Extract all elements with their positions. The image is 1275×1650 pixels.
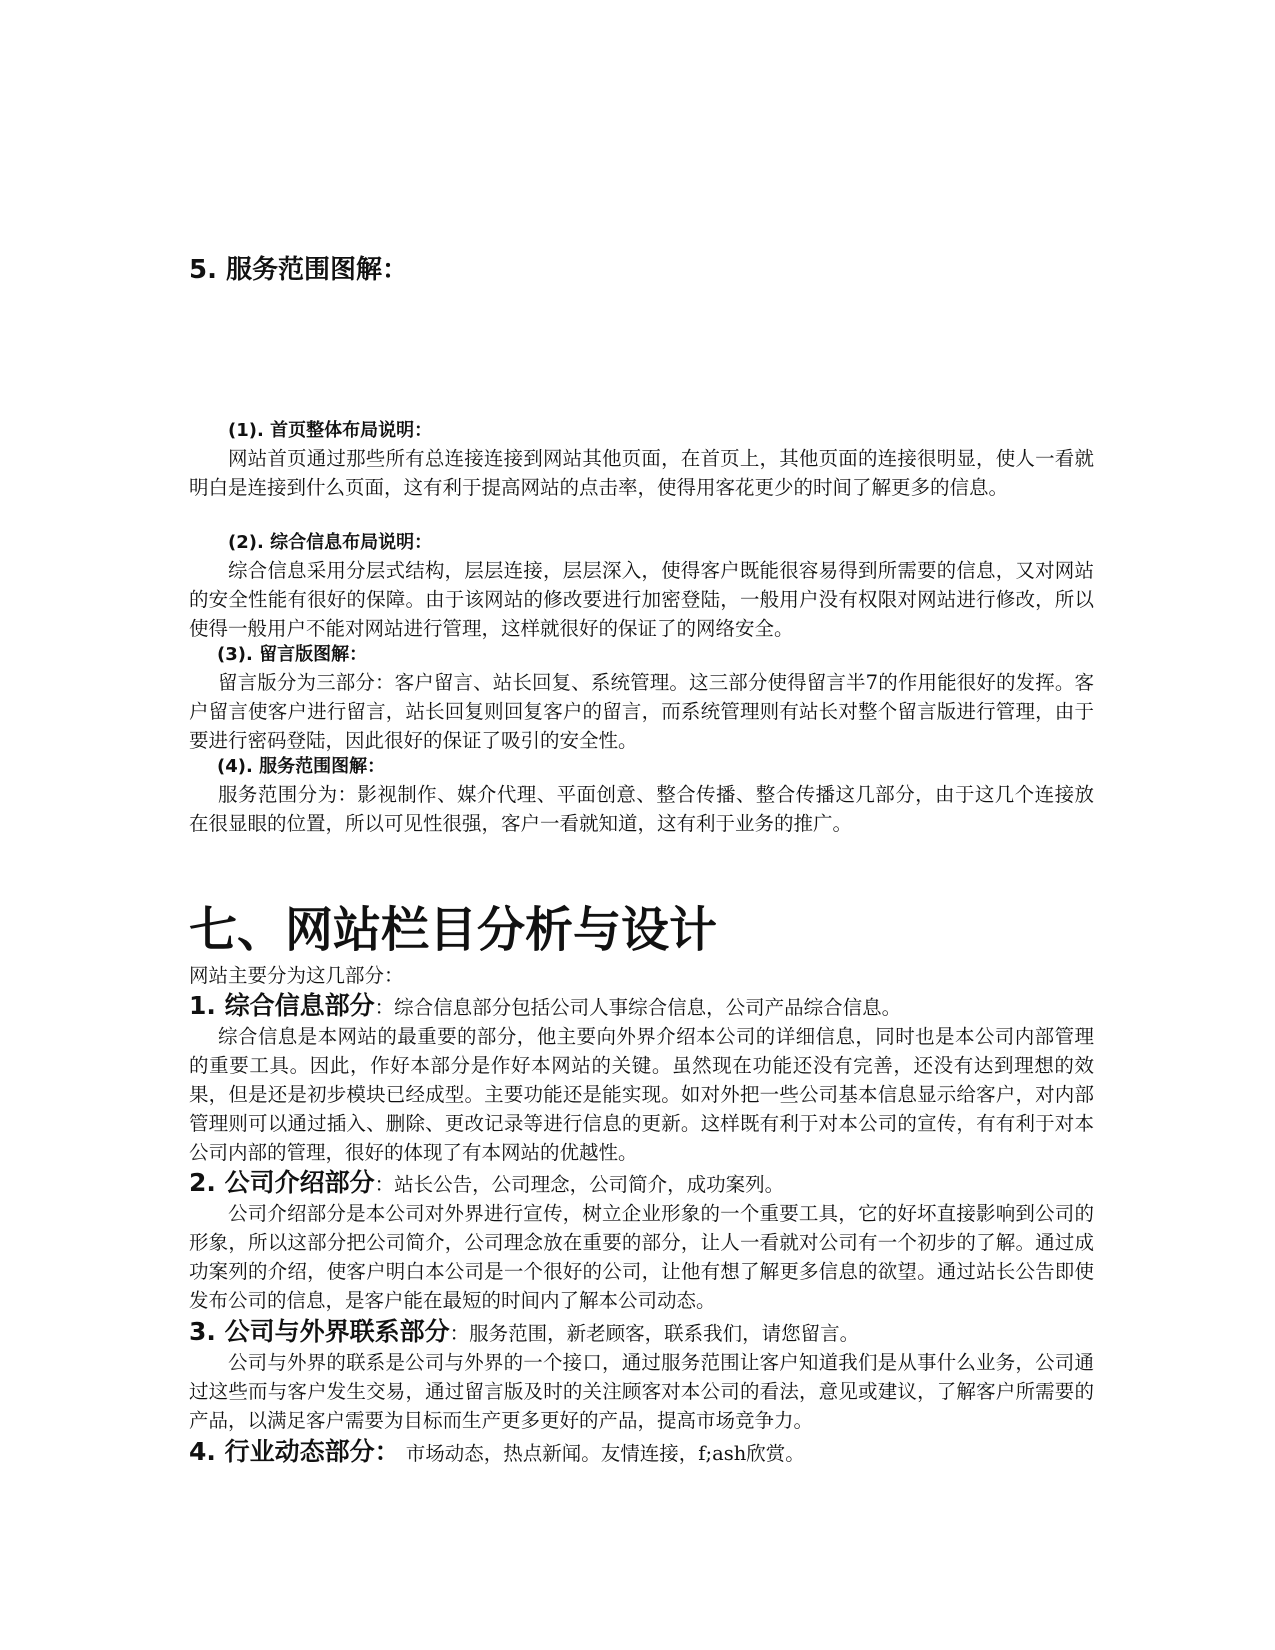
- section-2-label: 2. 公司介绍部分: [189, 1168, 375, 1197]
- item-3-title: (3). 留言版图解：: [217, 644, 368, 665]
- item-2-text: 综合信息采用分层式结构，层层连接，层层深入，使得客户既能很容易得到所需要的信息，又对网站的安全性能有很好的保障。由于该网站的修改要进行加密登陆，一般用户没有权限对网站进行修改，所以使得一般用户不能对网站进行管理，这样就很好的保证了的网络安全。: [189, 559, 1094, 640]
- item-2-title: (2). 综合信息布局说明：: [228, 532, 433, 553]
- section-1-heading: [189, 989, 1094, 1025]
- item-1-text: 网站首页通过那些所有总连接连接到网站其他页面，在首页上，其他页面的连接很明显，使人一看就明白是连接到什么页面，这有利于提高网站的点击率，使得用客花更少的时间了解更多的信息。: [189, 447, 1094, 499]
- section-4-label: 4. 行业动态部分：: [189, 1437, 400, 1466]
- section-2-heading: [189, 1166, 1094, 1202]
- section-3-text: 公司与外界的联系是公司与外界的一个接口，通过服务范围让客户知道我们是从事什么业务，公司通过这些而与客户发生交易，通过留言版及时的关注顾客对本公司的看法，意见或建议，了解客户所需要的产品，以满足客户需要为目标而生产更多更好的产品，提高市场竞争力。: [189, 1351, 1094, 1432]
- section-2-summary: ：站长公告，公司理念，公司简介，成功案列。: [374, 1173, 785, 1196]
- item-3-text: 留言版分为三部分：客户留言、站长回复、系统管理。这三部分使得留言半7的作用能很好的发挥。客户留言使客户进行留言，站长回复则回复客户的留言，而系统管理则有站长对整个留言版进行管理，由于要进行密码登陆，因此很好的保证了吸引的安全性。: [189, 671, 1094, 752]
- section-2-text: 公司介绍部分是本公司对外界进行宣传，树立企业形象的一个重要工具，它的好坏直接影响到公司的形象，所以这部分把公司简介，公司理念放在重要的部分，让人一看就对公司有一个初步的了解。通过成功案列的介绍，使客户明白本公司是一个很好的公司，让他有想了解更多信息的欲望。通过站长公告即使发布公司的信息，是客户能在最短的时间内了解本公司动态。: [189, 1202, 1094, 1312]
- section-3-label: 3. 公司与外界联系部分: [189, 1317, 450, 1346]
- section-4-summary: 市场动态，热点新闻。友情连接，f;ash欣赏。: [399, 1442, 805, 1465]
- section-4-heading: [189, 1435, 1094, 1471]
- section-3-heading: [189, 1315, 1094, 1351]
- item-1-title: (1). 首页整体布局说明：: [228, 420, 433, 441]
- section-3-summary: ：服务范围，新老顾客，联系我们，请您留言。: [449, 1322, 860, 1345]
- chapter-7-title: 七、网站栏目分析与设计: [189, 902, 718, 958]
- section-1-summary: ：综合信息部分包括公司人事综合信息，公司产品综合信息。: [374, 996, 902, 1019]
- section-1-label: 1. 综合信息部分: [189, 991, 375, 1020]
- item-4-text: 服务范围分为：影视制作、媒介代理、平面创意、整合传播、整合传播这几部分，由于这几个连接放在很显眼的位置，所以可见性很强，客户一看就知道，这有利于业务的推广。: [189, 783, 1094, 835]
- item-4-title: (4). 服务范围图解：: [217, 756, 386, 777]
- section-5-heading: 5. 服务范围图解：: [189, 255, 409, 285]
- section-1-text: 综合信息是本网站的最重要的部分，他主要向外界介绍本公司的详细信息，同时也是本公司内部管理的重要工具。因此，作好本部分是作好本网站的关键。虽然现在功能还没有完善，还没有达到理想的效果，但是还是初步模块已经成型。主要功能还是能实现。如对外把一些公司基本信息显示给客户，对内部管理则可以通过插入、删除、更改记录等进行信息的更新。这样既有利于对本公司的宣传，有有利于对本公司内部的管理，很好的体现了有本网站的优越性。: [189, 1025, 1094, 1164]
- chapter-7-intro: 网站主要分为这几部分：: [189, 964, 404, 987]
